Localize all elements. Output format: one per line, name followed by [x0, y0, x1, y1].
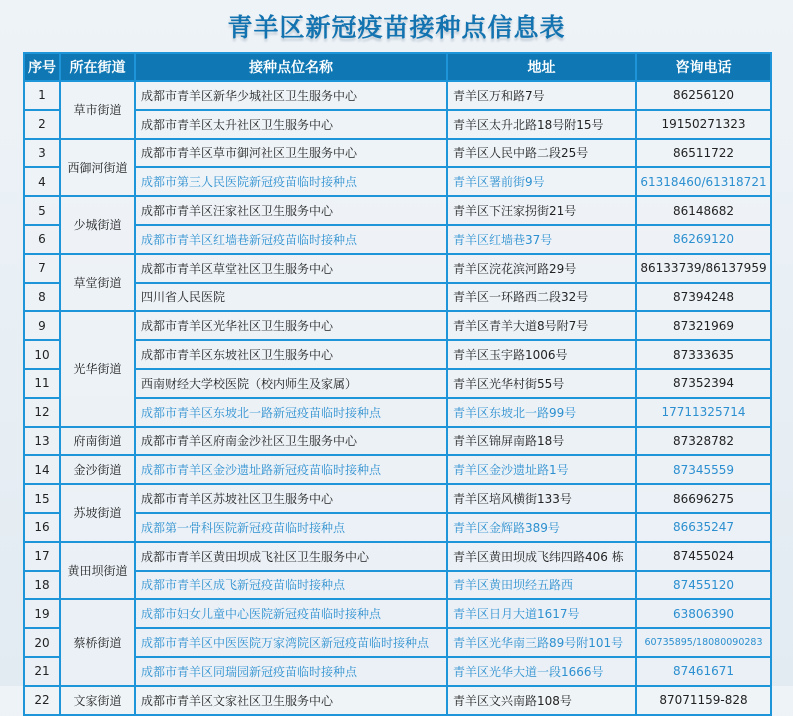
table-row: [24, 571, 771, 600]
site-name-cell: 四川省人民医院: [135, 283, 447, 312]
phone-cell: 87461671: [636, 657, 771, 686]
table-row: [24, 398, 771, 427]
seq-cell: 12: [24, 398, 60, 427]
site-name-cell: 成都市青羊区苏坡社区卫生服务中心: [135, 484, 447, 513]
street-cell: 光华街道: [60, 311, 135, 426]
table-row: [24, 311, 771, 340]
table-row: [24, 657, 771, 686]
seq-cell: 3: [24, 139, 60, 168]
header-address: 地址: [447, 53, 636, 81]
seq-cell: 2: [24, 110, 60, 139]
site-name-cell: 成都市青羊区金沙遗址路新冠疫苗临时接种点: [135, 455, 447, 484]
street-cell: 府南街道: [60, 427, 135, 456]
seq-cell: 1: [24, 81, 60, 110]
site-name-cell: 成都市青羊区成飞新冠疫苗临时接种点: [135, 571, 447, 600]
phone-cell: 86148682: [636, 196, 771, 225]
phone-cell: 87333635: [636, 340, 771, 369]
street-cell: 西御河街道: [60, 139, 135, 197]
site-name-cell: 成都市青羊区黄田坝成飞社区卫生服务中心: [135, 542, 447, 571]
header-street: 所在街道: [60, 53, 135, 81]
phone-cell: 87394248: [636, 283, 771, 312]
street-cell: 草市街道: [60, 81, 135, 139]
phone-cell: 87071159-828: [636, 686, 771, 715]
seq-cell: 16: [24, 513, 60, 542]
street-cell: 文家街道: [60, 686, 135, 715]
table-row: [24, 254, 771, 283]
header-seq: 序号: [24, 53, 60, 81]
phone-cell: 86511722: [636, 139, 771, 168]
seq-cell: 21: [24, 657, 60, 686]
address-cell: 青羊区文兴南路108号: [447, 686, 636, 715]
table-row: [24, 427, 771, 456]
street-cell: 苏坡街道: [60, 484, 135, 542]
address-cell: 青羊区黄田坝经五路西: [447, 571, 636, 600]
table-row: [24, 484, 771, 513]
site-name-cell: 成都市青羊区中医医院万家湾院区新冠疫苗临时接种点: [135, 628, 447, 657]
seq-cell: 9: [24, 311, 60, 340]
table-row: [24, 139, 771, 168]
table-row: [24, 599, 771, 628]
phone-cell: 19150271323: [636, 110, 771, 139]
table-row: [24, 110, 771, 139]
address-cell: 青羊区万和路7号: [447, 81, 636, 110]
site-name-cell: 成都市青羊区汪家社区卫生服务中心: [135, 196, 447, 225]
address-cell: 青羊区浣花滨河路29号: [447, 254, 636, 283]
address-cell: 青羊区日月大道1617号: [447, 599, 636, 628]
address-cell: 青羊区培风横街133号: [447, 484, 636, 513]
site-name-cell: 成都市青羊区太升社区卫生服务中心: [135, 110, 447, 139]
address-cell: 青羊区黄田坝成飞纬四路406 栋: [447, 542, 636, 571]
seq-cell: 5: [24, 196, 60, 225]
phone-cell: 86635247: [636, 513, 771, 542]
seq-cell: 13: [24, 427, 60, 456]
phone-cell: 86133739/86137959: [636, 254, 771, 283]
site-name-cell: 成都市青羊区同瑞园新冠疫苗临时接种点: [135, 657, 447, 686]
seq-cell: 14: [24, 455, 60, 484]
table-row: [24, 167, 771, 196]
phone-cell: 87352394: [636, 369, 771, 398]
site-name-cell: 成都市妇女儿童中心医院新冠疫苗临时接种点: [135, 599, 447, 628]
address-cell: 青羊区光华南三路89号附101号: [447, 628, 636, 657]
phone-cell: 63806390: [636, 599, 771, 628]
seq-cell: 4: [24, 167, 60, 196]
table-row: [24, 513, 771, 542]
phone-cell: 86269120: [636, 225, 771, 254]
phone-cell: 17711325714: [636, 398, 771, 427]
phone-cell: 86696275: [636, 484, 771, 513]
address-cell: 青羊区红墙巷37号: [447, 225, 636, 254]
site-name-cell: 成都市青羊区府南金沙社区卫生服务中心: [135, 427, 447, 456]
address-cell: 青羊区人民中路二段25号: [447, 139, 636, 168]
address-cell: 青羊区光华大道一段1666号: [447, 657, 636, 686]
address-cell: 青羊区玉宇路1006号: [447, 340, 636, 369]
table-row: [24, 225, 771, 254]
seq-cell: 6: [24, 225, 60, 254]
address-cell: 青羊区下汪家拐街21号: [447, 196, 636, 225]
site-name-cell: 成都市青羊区光华社区卫生服务中心: [135, 311, 447, 340]
table-row: [24, 369, 771, 398]
phone-cell: 87345559: [636, 455, 771, 484]
seq-cell: 18: [24, 571, 60, 600]
seq-cell: 19: [24, 599, 60, 628]
site-name-cell: 成都市青羊区红墙巷新冠疫苗临时接种点: [135, 225, 447, 254]
phone-cell: 87321969: [636, 311, 771, 340]
seq-cell: 11: [24, 369, 60, 398]
site-name-cell: 成都市青羊区草堂社区卫生服务中心: [135, 254, 447, 283]
site-name-cell: 成都第一骨科医院新冠疫苗临时接种点: [135, 513, 447, 542]
phone-cell: 87455120: [636, 571, 771, 600]
street-cell: 草堂街道: [60, 254, 135, 312]
table-row: [24, 455, 771, 484]
address-cell: 青羊区金辉路389号: [447, 513, 636, 542]
address-cell: 青羊区东坡北一路99号: [447, 398, 636, 427]
table-row: [24, 283, 771, 312]
address-cell: 青羊区太升北路18号附15号: [447, 110, 636, 139]
street-cell: 蔡桥街道: [60, 599, 135, 685]
seq-cell: 8: [24, 283, 60, 312]
site-name-cell: 成都市青羊区东坡北一路新冠疫苗临时接种点: [135, 398, 447, 427]
seq-cell: 17: [24, 542, 60, 571]
street-cell: 少城街道: [60, 196, 135, 254]
site-name-cell: 成都市青羊区东坡社区卫生服务中心: [135, 340, 447, 369]
vaccination-sites-table: [23, 52, 772, 716]
site-name-cell: 成都市青羊区新华少城社区卫生服务中心: [135, 81, 447, 110]
site-name-cell: 成都市青羊区草市御河社区卫生服务中心: [135, 139, 447, 168]
seq-cell: 7: [24, 254, 60, 283]
table-body: [24, 81, 771, 715]
table-row: [24, 340, 771, 369]
seq-cell: 20: [24, 628, 60, 657]
phone-cell: 87328782: [636, 427, 771, 456]
phone-cell: 60735895/18080090283: [636, 628, 771, 657]
table-row: [24, 628, 771, 657]
address-cell: 青羊区一环路西二段32号: [447, 283, 636, 312]
site-name-cell: 成都市第三人民医院新冠疫苗临时接种点: [135, 167, 447, 196]
table-header-row: [24, 53, 771, 81]
table-row: [24, 686, 771, 715]
address-cell: 青羊区光华村街55号: [447, 369, 636, 398]
address-cell: 青羊区金沙遗址路1号: [447, 455, 636, 484]
table-row: [24, 542, 771, 571]
seq-cell: 10: [24, 340, 60, 369]
address-cell: 青羊区青羊大道8号附7号: [447, 311, 636, 340]
address-cell: 青羊区署前街9号: [447, 167, 636, 196]
site-name-cell: 成都市青羊区文家社区卫生服务中心: [135, 686, 447, 715]
phone-cell: 86256120: [636, 81, 771, 110]
header-phone: 咨询电话: [636, 53, 771, 81]
street-cell: 金沙街道: [60, 455, 135, 484]
seq-cell: 15: [24, 484, 60, 513]
header-name: 接种点位名称: [135, 53, 447, 81]
address-cell: 青羊区锦屏南路18号: [447, 427, 636, 456]
table-row: [24, 81, 771, 110]
site-name-cell: 西南财经大学校医院（校内师生及家属）: [135, 369, 447, 398]
page-title: 青羊区新冠疫苗接种点信息表: [227, 13, 566, 42]
phone-cell: 87455024: [636, 542, 771, 571]
street-cell: 黄田坝街道: [60, 542, 135, 600]
table-row: [24, 196, 771, 225]
seq-cell: 22: [24, 686, 60, 715]
phone-cell: 61318460/61318721: [636, 167, 771, 196]
